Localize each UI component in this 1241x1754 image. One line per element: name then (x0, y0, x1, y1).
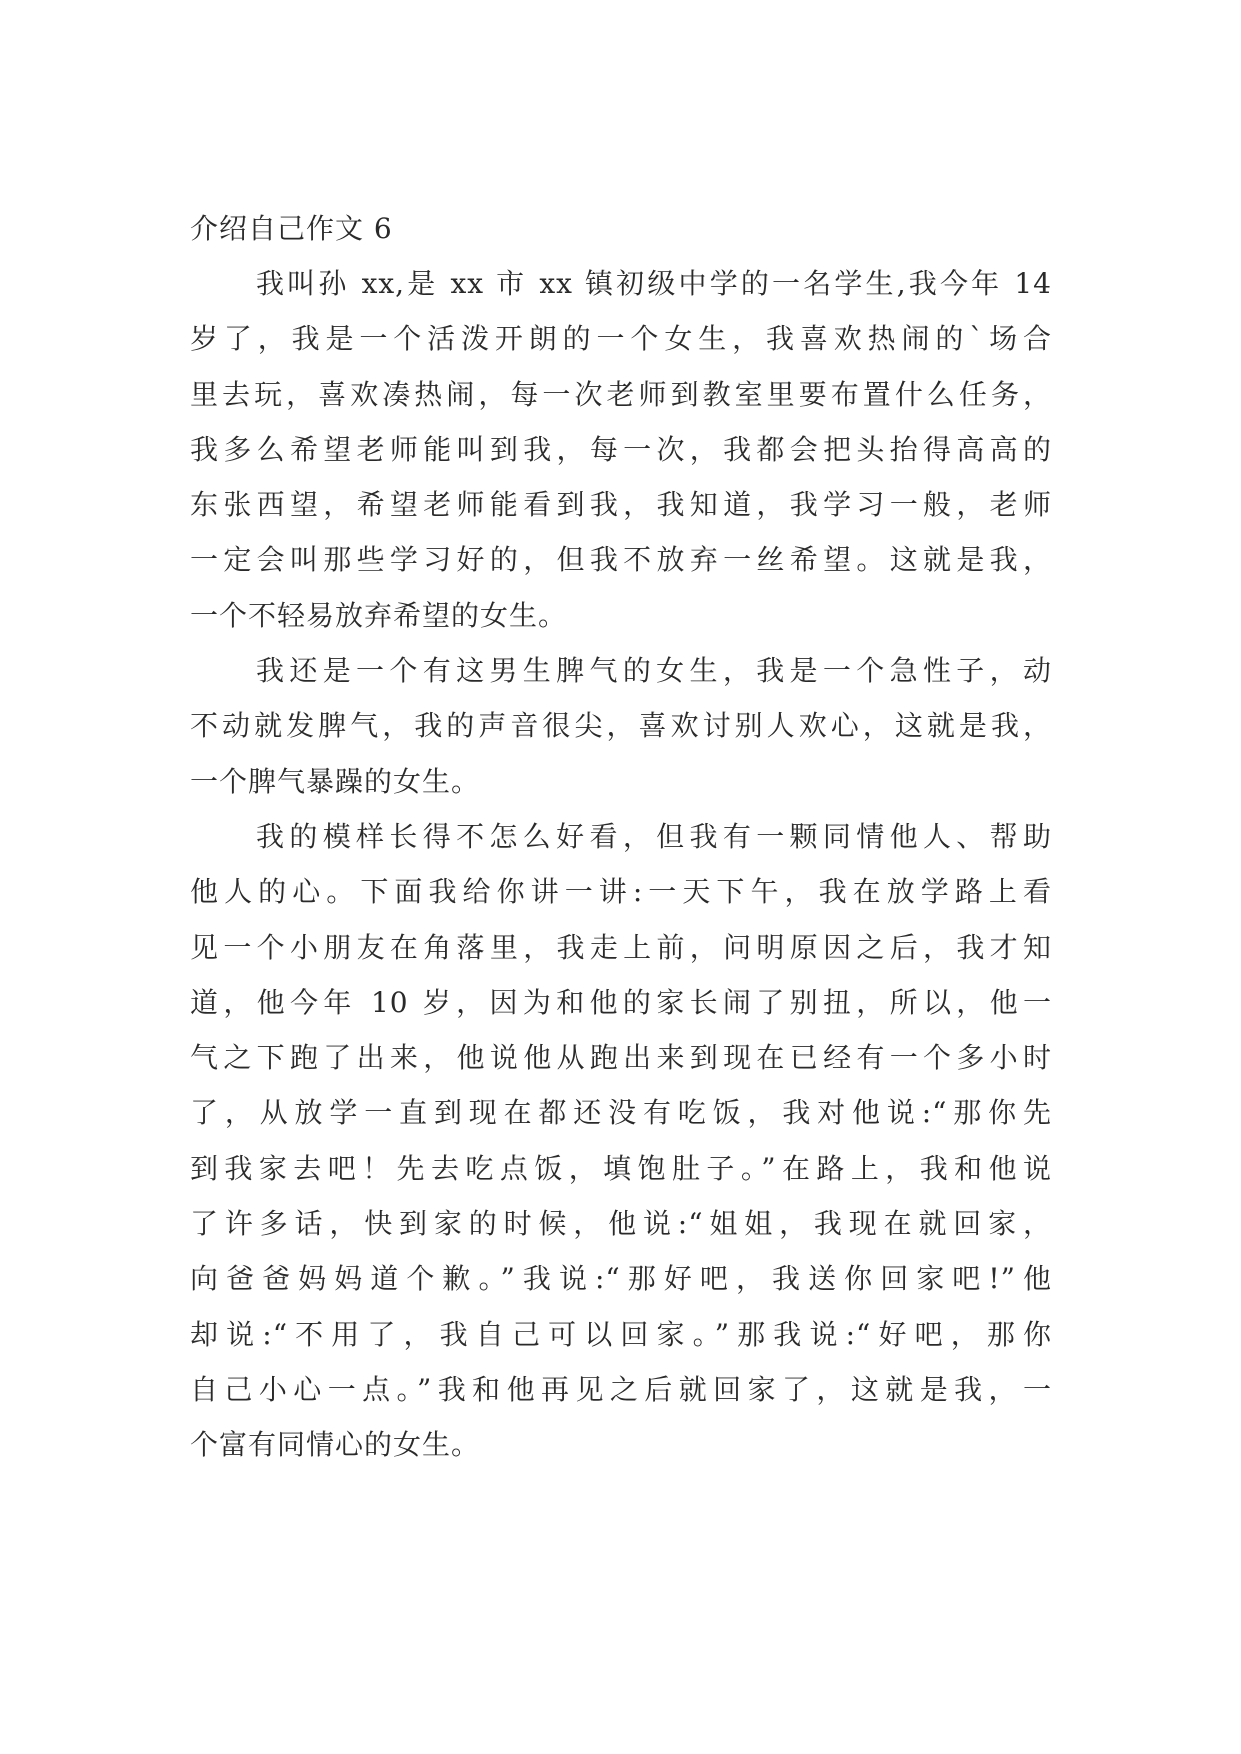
paragraph-line: 他人的心。下面我给你讲一讲:一天下午，我在放学路上看 (190, 875, 1052, 909)
paragraph-line: 不动就发脾气，我的声音很尖，喜欢讨别人欢心，这就是我， (190, 709, 1052, 743)
paragraph-line: 一定会叫那些学习好的，但我不放弃一丝希望。这就是我， (190, 543, 1052, 577)
paragraph-3 (190, 809, 1052, 1473)
paragraph-line: 我的模样长得不怎么好看，但我有一颗同情他人、帮助 (256, 819, 1052, 853)
paragraph-line: 一个不轻易放弃希望的女生。 (190, 598, 568, 632)
paragraph-line: 我还是一个有这男生脾气的女生，我是一个急性子，动 (256, 654, 1052, 688)
paragraph-1 (190, 256, 1052, 643)
paragraph-line: 到我家去吧！先去吃点饭，填饱肚子。”在路上，我和他说 (190, 1151, 1052, 1185)
paragraph-line: 却说:“不用了，我自己可以回家。”那我说:“好吧，那你 (190, 1317, 1052, 1351)
paragraph-line: 气之下跑了出来，他说他从跑出来到现在已经有一个多小时 (190, 1041, 1052, 1075)
paragraph-line: 我多么希望老师能叫到我，每一次，我都会把头抬得高高的 (190, 432, 1052, 466)
paragraph-line: 一个脾气暴躁的女生。 (190, 764, 481, 798)
paragraph-line: 道，他今年 10 岁，因为和他的家长闹了别扭，所以，他一 (190, 985, 1052, 1019)
document-body (190, 201, 1052, 1473)
paragraph-line: 见一个小朋友在角落里，我走上前，问明原因之后，我才知 (190, 930, 1052, 964)
paragraph-line: 向爸爸妈妈道个歉。”我说:“那好吧，我送你回家吧!”他 (190, 1262, 1052, 1296)
paragraph-line: 岁了，我是一个活泼开朗的一个女生，我喜欢热闹的`场合 (190, 322, 1052, 356)
paragraph-line: 自己小心一点。”我和他再见之后就回家了，这就是我，一 (190, 1372, 1052, 1406)
paragraph-line: 我叫孙 xx,是 xx 市 xx 镇初级中学的一名学生,我今年 14 (256, 267, 1052, 300)
paragraph-2 (190, 643, 1052, 809)
paragraph-line: 里去玩，喜欢凑热闹，每一次老师到教室里要布置什么任务， (190, 377, 1052, 411)
document-title: 介绍自己作文 6 (190, 212, 393, 245)
paragraph-line: 个富有同情心的女生。 (190, 1428, 481, 1462)
paragraph-line: 东张西望，希望老师能看到我，我知道，我学习一般，老师 (190, 488, 1052, 522)
paragraph-line: 了，从放学一直到现在都还没有吃饭，我对他说:“那你先 (190, 1096, 1052, 1130)
paragraph-line: 了许多话，快到家的时候，他说:“姐姐，我现在就回家， (190, 1207, 1052, 1241)
